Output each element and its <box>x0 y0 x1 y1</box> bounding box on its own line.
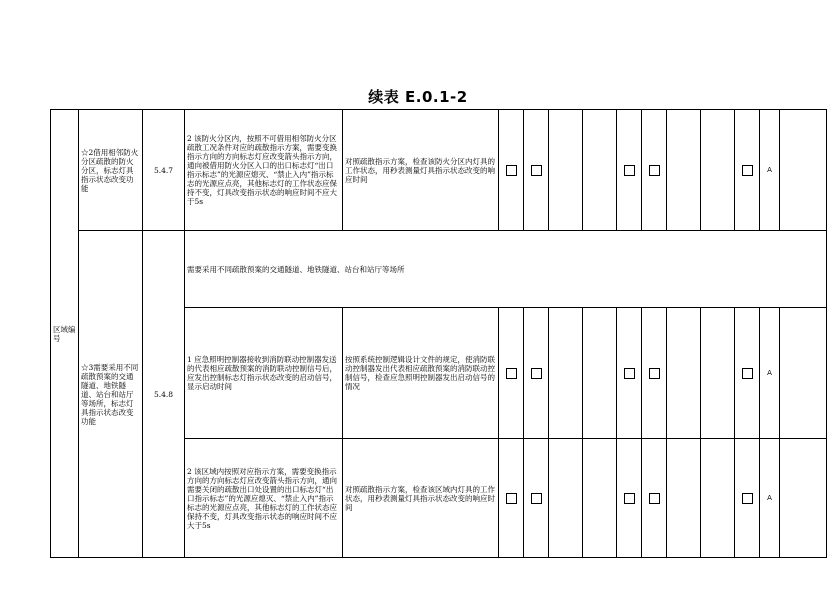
item-cell: ☆3需要采用不同疏散预案的交通隧道、地铁隧道、站台和站厅等场所，标志灯具指示状态改变功能 <box>79 231 143 558</box>
page-title: 续表 E.0.1-2 <box>368 88 468 106</box>
checkbox[interactable] <box>742 493 753 504</box>
checkbox-cell[interactable] <box>617 110 642 231</box>
blank-cell[interactable] <box>667 308 701 439</box>
blank-cell[interactable] <box>549 110 583 231</box>
checkbox[interactable] <box>624 493 635 504</box>
checkbox-cell[interactable] <box>499 308 524 439</box>
checkbox-cell[interactable] <box>524 308 549 439</box>
checkbox-cell[interactable] <box>524 110 549 231</box>
checkbox-cell[interactable] <box>499 110 524 231</box>
checkbox-cell[interactable] <box>642 439 667 558</box>
zone-label: 区域编号 <box>53 324 76 343</box>
checkbox-cell[interactable] <box>642 110 667 231</box>
method-cell: 按照系统控制逻辑设计文件的规定，使消防联动控制器发出代表相应疏散预案的消防联动控制信号，检查应急照明控制器发出启动信号的情况 <box>343 308 499 439</box>
checkbox[interactable] <box>649 493 660 504</box>
checkbox-cell[interactable] <box>642 308 667 439</box>
requirement-cell: 2 该防火分区内，按照不可借用相邻防火分区疏散工况条件对应的疏散指示方案，需要变换指示方向的方向标志灯应改变箭头指示方向，通向被借用防火分区入口的出口标志灯“出口指示标志”的光源应熄灭、“禁止入内”指示标志的光源应点亮，其他标志灯的工作状态应保持不变，灯具改变指示状态的响应时间不应大于5s <box>185 110 343 231</box>
grade-label: A <box>767 166 772 174</box>
checkbox[interactable] <box>531 368 542 379</box>
blank-cell[interactable] <box>667 439 701 558</box>
clause-cell: 5.4.7 <box>143 110 185 231</box>
method-cell: 对照疏散指示方案，检查该防火分区内灯具的工作状态，用秒表测量灯具指示状态改变的响应时间 <box>343 110 499 231</box>
blank-cell[interactable] <box>780 308 827 439</box>
blank-cell[interactable] <box>549 439 583 558</box>
checkbox[interactable] <box>742 368 753 379</box>
checkbox[interactable] <box>624 165 635 176</box>
grade-label: A <box>767 369 772 377</box>
blank-cell[interactable] <box>701 439 735 558</box>
grade-cell <box>760 308 780 439</box>
method-cell: 对照疏散指示方案，检查该区域内灯具的工作状态，用秒表测量灯具指示状态改变的响应时间 <box>343 439 499 558</box>
blank-cell[interactable] <box>701 110 735 231</box>
table-row <box>51 110 827 231</box>
blank-cell[interactable] <box>667 110 701 231</box>
grade-label: A <box>767 494 772 502</box>
zone-label-cell <box>51 110 79 558</box>
checkbox[interactable] <box>531 165 542 176</box>
checkbox[interactable] <box>649 165 660 176</box>
blank-cell[interactable] <box>583 308 617 439</box>
blank-cell[interactable] <box>780 439 827 558</box>
checkbox-cell[interactable] <box>617 308 642 439</box>
checkbox-cell[interactable] <box>735 439 760 558</box>
blank-cell[interactable] <box>583 110 617 231</box>
checkbox-cell[interactable] <box>735 110 760 231</box>
inspection-record-table <box>50 109 827 558</box>
checkbox-cell[interactable] <box>524 439 549 558</box>
checkbox-cell[interactable] <box>617 439 642 558</box>
checkbox[interactable] <box>506 368 517 379</box>
checkbox[interactable] <box>506 493 517 504</box>
blank-cell[interactable] <box>583 439 617 558</box>
checkbox[interactable] <box>742 165 753 176</box>
item-cell: ☆2借用相邻防火分区疏散的防火分区，标志灯具指示状态改变功能 <box>79 110 143 231</box>
checkbox-cell[interactable] <box>499 439 524 558</box>
checkbox[interactable] <box>531 493 542 504</box>
requirement-cell: 2 该区域内按照对应指示方案，需要变换指示方向的方向标志灯应改变箭头指示方向，通向需要关闭的疏散出口处设置的出口标志灯“出口指示标志”的光源应熄灭、“禁止入内”指示标志的光源应点亮，其他标志灯的工作状态应保持不变，灯具改变指示状态的响应时间不应大于5s <box>185 439 343 558</box>
table-row <box>51 231 827 308</box>
blank-cell[interactable] <box>780 110 827 231</box>
blank-cell[interactable] <box>701 308 735 439</box>
checkbox[interactable] <box>506 165 517 176</box>
clause-cell: 5.4.8 <box>143 231 185 558</box>
checkbox[interactable] <box>624 368 635 379</box>
scope-note-cell: 需要采用不同疏散预案的交通隧道、地铁隧道、站台和站厅等场所 <box>185 231 827 308</box>
blank-cell[interactable] <box>549 308 583 439</box>
grade-cell <box>760 439 780 558</box>
requirement-cell: 1 应急照明控制器接收到消防联动控制器发送的代表相应疏散预案的消防联动控制信号后，应发出控制标志灯指示状态改变的启动信号，显示启动时间 <box>185 308 343 439</box>
checkbox-cell[interactable] <box>735 308 760 439</box>
checkbox[interactable] <box>649 368 660 379</box>
grade-cell <box>760 110 780 231</box>
